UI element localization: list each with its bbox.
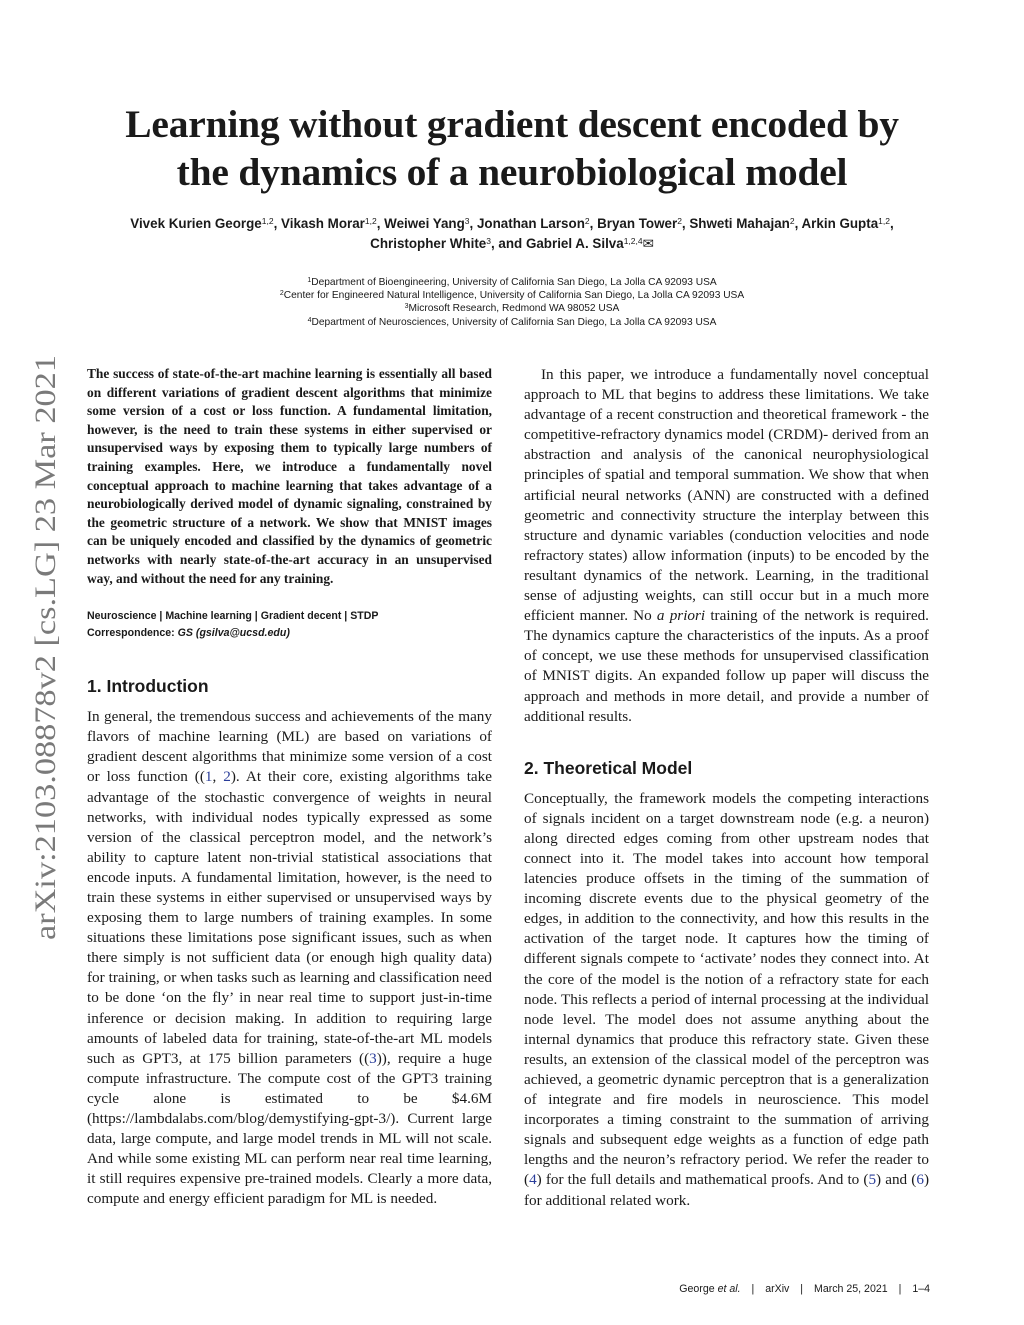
correspondence (87, 625, 492, 642)
author-affiliation-marker: 1,2 (364, 216, 377, 226)
introduction-paragraph-2: In this paper, we introduce a fundamentally novel conceptual approach to ML that begins to address these limitations. We take advantage of a recent construction and theoretical framework - the competitive-refractory dynamics model (CRDM)- derived from an abstraction and analysis of the canonical neurophysiological principles of spatial and temporal summation. We show that when artificial neural networks (ANN) are constructed with a defined geometric and connectivity structure the interplay between this structure and dynamic variables (conduction velocities and node refractory states) allow information (inputs) to be encoded by the resultant dynamics of the network. Learning, in the traditional sense of adjusting weights, can still occur but in a much more efficient manner. No a priori training of the network is required. The dynamics capture the characteristics of the inputs. As a proof of concept, we use these methods for unsupervised classification of MNIST digits. An expanded follow up paper will discuss the approach and methods in more detail, and provide a number of additional results. (524, 366, 929, 725)
title-line-2: the dynamics of a neurobiological model (176, 150, 848, 194)
citation-link[interactable]: 4 (529, 1171, 537, 1189)
affiliation-number: 3 (404, 303, 409, 311)
paper-title (80, 100, 944, 196)
author-name: Vikash Morar (281, 216, 365, 231)
footer-date: March 25, 2021 (814, 1283, 888, 1295)
affiliation-line (140, 316, 884, 329)
footer-venue: arXiv (765, 1283, 790, 1295)
keywords: Neuroscience | Machine learning | Gradient decent | STDP (87, 610, 379, 623)
left-column (87, 365, 492, 1209)
affiliation-text: Center for Engineered Natural Intelligence, University of California San Diego, La Jolla CA 92093 USA (283, 290, 745, 302)
author-name: Shweti Mahajan (689, 216, 790, 231)
envelope-icon: ✉ (642, 236, 654, 251)
author-affiliation-marker: 2 (789, 216, 795, 226)
author-name: Weiwei Yang (384, 216, 465, 231)
author-separator: , (589, 216, 598, 231)
author-name: Bryan Tower (597, 216, 678, 231)
author-separator: , (376, 216, 385, 231)
author-affiliation-marker: 1,2,4 (623, 236, 643, 246)
author-separator: , (469, 216, 477, 231)
title-line-1: Learning without gradient descent encoded by (125, 102, 899, 146)
footer-author: George (679, 1283, 718, 1295)
affiliation-line (140, 276, 884, 289)
citation-link[interactable]: 3 (369, 1049, 377, 1067)
citation-link[interactable]: 1 (204, 768, 213, 786)
affiliation-text: Department of Bioengineering, University of California San Diego, La Jolla CA 92093 USA (311, 277, 717, 288)
keywords-block (87, 608, 492, 641)
footer-etal: et al. (717, 1283, 741, 1295)
right-column (524, 365, 929, 1211)
affiliation-text: Microsoft Research, Redmond WA 98052 USA (408, 303, 620, 315)
citation-link[interactable]: 2 (223, 768, 231, 786)
author-separator: , (794, 216, 802, 231)
affiliation-line (140, 302, 884, 315)
author-separator: , (889, 216, 894, 231)
affiliation-text: Department of Neurosciences, University of California San Diego, La Jolla CA 92093 USA (311, 316, 717, 328)
arxiv-identifier-text: arXiv:2103.08878v2 [cs.LG] 23 Mar 2021 (29, 428, 62, 940)
affiliation-list (140, 276, 884, 329)
correspondence-label: Correspondence: (87, 626, 175, 639)
citation-link[interactable]: 5 (868, 1171, 877, 1189)
arxiv-identifier (28, 355, 64, 940)
author-affiliation-marker: 2 (584, 216, 590, 226)
section-heading-theoretical-model: 2. Theoretical Model (524, 757, 693, 778)
author-name: Jonathan Larson (476, 216, 585, 231)
section-heading-introduction: 1. Introduction (87, 676, 209, 697)
author-affiliation-marker: 3 (464, 216, 470, 226)
footer-pages: 1–4 (912, 1283, 930, 1295)
affiliation-number: 1 (307, 277, 312, 284)
introduction-paragraph-1: In general, the tremendous success and achievements of the many flavors of machine learning (ML) are based on variations of gradient descent algorithms that minimize some version of a cost or loss function ((1, 2). At their core, existing algorithms take advantage of the stochastic convergence of weights in neural networks, with individual nodes typically expressed as some version of the classical perceptron model, and the network’s ability to capture latent non-trivial statistical associations that encode inputs. A fundamental limitation, however, is the need to train these systems in either supervised or unsupervised ways by exposing them to large numbers of training examples. In some situations these limitations pose significant issues, such as when there simply is not sufficient data (or enough high quality data) for training, or when tasks such as learning and classification need to be done ‘on the fly’ in near real time to support just-in-time inference or decision making. In addition to requiring large amounts of labeled data for training, state-of-the-art ML models such as GPT3, at 175 billion parameters ((3)), require a huge compute infrastructure. The compute cost of the GPT3 training cycle alone is estimated to be $4.6M (https://lambdalabs.com/blog/demystifying-gpt-3/). Current large data, large compute, and large model trends in ML will not scale. And while some existing ML can perform near real time learning, it still requires expensive pre-trained models. Clearly a more data, compute and energy efficient paradigm for ML is needed. (87, 708, 492, 1208)
author-separator: , (681, 216, 690, 231)
citation-link[interactable]: 6 (916, 1171, 924, 1189)
author-list (70, 214, 954, 254)
theoretical-model-paragraph: Conceptually, the framework models the competing interactions of signals incident on a target downstream node (e.g. a neuron) along directed edges coming from other upstream nodes that connect into it. The model takes into account how temporal latencies produce offsets in the timing of the summation of incoming discrete events due to the physical geometry of the edges, in addition to the connectivity, and how this results in the activation of the target node. It captures how the timing of different signals compete to ‘activate’ nodes they connect into. At the core of the model is the notion of a refractory state for each node. This reflects a period of internal processing at the individual node level. The model does not assume anything about the internal dynamics that produce this refractory state. Given these results, an extension of the classical model of the perceptron was achieved, a geometric dynamic perceptron that is a generalization of integrate and fire models in neuroscience. This model incorporates a timing constraint to the summation of arriving signals and subsequent edge weights as a function of edge path lengths and the neuron’s refractory period. We refer the reader to (4) for the full details and mathematical proofs. And to (5) and (6) for additional related work. (524, 789, 929, 1209)
author-name: Vivek Kurien George (130, 216, 262, 231)
correspondence-email[interactable]: GS (gsilva@ucsd.edu) (177, 626, 290, 639)
author-affiliation-marker: 1,2 (261, 216, 274, 226)
author-affiliation-marker: 1,2 (878, 216, 890, 226)
author-affiliation-marker: 2 (677, 216, 682, 226)
page-footer: George et al. | arXiv | March 25, 2021 | 1–4 (679, 1283, 930, 1295)
affiliation-number: 4 (307, 316, 312, 324)
affiliation-line (140, 289, 884, 302)
author-separator: , and (490, 236, 526, 251)
author-affiliation-marker: 3 (486, 236, 491, 246)
author-separator: , (273, 216, 282, 231)
author-name: Gabriel A. Silva (525, 236, 624, 251)
author-name: Arkin Gupta (801, 216, 879, 231)
author-name: Christopher White (370, 236, 487, 251)
abstract: The success of state-of-the-art machine learning is essentially all based on different variations of gradient descent algorithms that minimize some version of a cost or loss function. A fundamental limitation, however, is the need to train these systems in either supervised or unsupervised ways by exposing them to typically large numbers of training examples. Here, we introduce a fundamentally novel conceptual approach to machine learning that takes advantage of a neurobiologically derived model of dynamic signaling, constrained by the geometric structure of a network. We show that MNIST images can be uniquely encoded and classified by the dynamics of geometric networks with nearly state-of-the-art accuracy in an unsupervised way, and without the need for any training. (87, 366, 492, 586)
affiliation-number: 2 (279, 290, 284, 298)
